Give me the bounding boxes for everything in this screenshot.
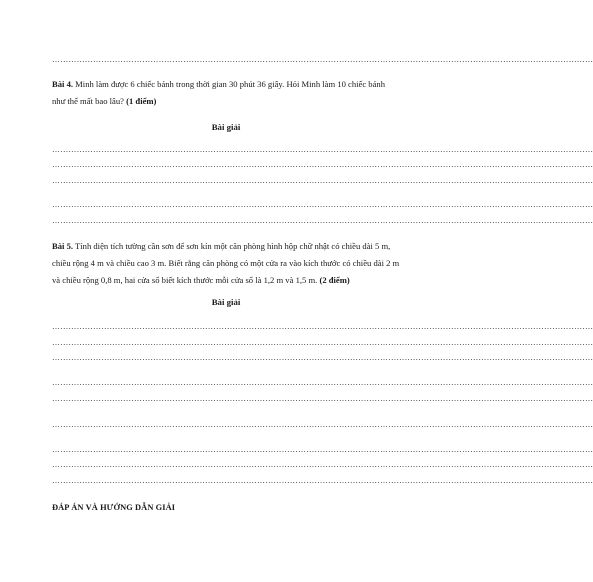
- answers-heading: ĐÁP ÁN VÀ HƯỚNG DẪN GIẢI: [52, 503, 176, 512]
- answer-line: ………………………………………………………………………………………………………………………………………………………………………………: [52, 378, 593, 387]
- problem-4: [52, 76, 400, 110]
- answer-line: ………………………………………………………………………………………………………………………………………………………………………………: [52, 394, 593, 403]
- answer-line: ………………………………………………………………………………………………………………………………………………………………………………: [52, 445, 593, 454]
- answer-line: ………………………………………………………………………………………………………………………………………………………………………………: [52, 145, 593, 154]
- answer-line: ………………………………………………………………………………………………………………………………………………………………………………: [52, 476, 593, 485]
- solution-heading-5: Bài giải: [211, 297, 241, 307]
- problem-4-text: Minh làm được 6 chiếc bánh trong thời gian 30 phút 36 giây. Hỏi Minh làm 10 chiếc bánh như thế mất bao lâu?: [52, 79, 386, 106]
- answer-line: ………………………………………………………………………………………………………………………………………………………………………………: [52, 216, 593, 225]
- problem-5-text: Tính diện tích tường cần sơn để sơn kín một căn phòng hình hộp chữ nhật có chiều dài 5 m, chiều rộng 4 m và chiều cao 3 m. Biết rằng căn phòng có một cửa ra vào kích thước có chiều dài 2 m và chiều rộng 0,8 m, hai cửa sổ biết kích thước mỗi cửa sổ là 1,2 m và 1,5 m.: [52, 241, 400, 285]
- answer-line: ………………………………………………………………………………………………………………………………………………………………………………: [52, 55, 593, 64]
- answer-line: ………………………………………………………………………………………………………………………………………………………………………………: [52, 176, 593, 185]
- problem-4-score: (1 điểm): [126, 96, 157, 106]
- answer-line: ………………………………………………………………………………………………………………………………………………………………………………: [52, 200, 593, 209]
- problem-5-label: Bài 5.: [52, 241, 74, 251]
- problem-5-score: (2 điểm): [319, 275, 350, 285]
- answer-line: ………………………………………………………………………………………………………………………………………………………………………………: [52, 460, 593, 469]
- answer-line: ………………………………………………………………………………………………………………………………………………………………………………: [52, 160, 593, 169]
- solution-heading-4: Bài giải: [211, 122, 241, 132]
- problem-4-label: Bài 4.: [52, 79, 74, 89]
- problem-5: [52, 238, 400, 289]
- answer-line: ………………………………………………………………………………………………………………………………………………………………………………: [52, 420, 593, 429]
- answer-line: ………………………………………………………………………………………………………………………………………………………………………………: [52, 322, 593, 331]
- answer-line: ………………………………………………………………………………………………………………………………………………………………………………: [52, 338, 593, 347]
- answer-line: ………………………………………………………………………………………………………………………………………………………………………………: [52, 353, 593, 362]
